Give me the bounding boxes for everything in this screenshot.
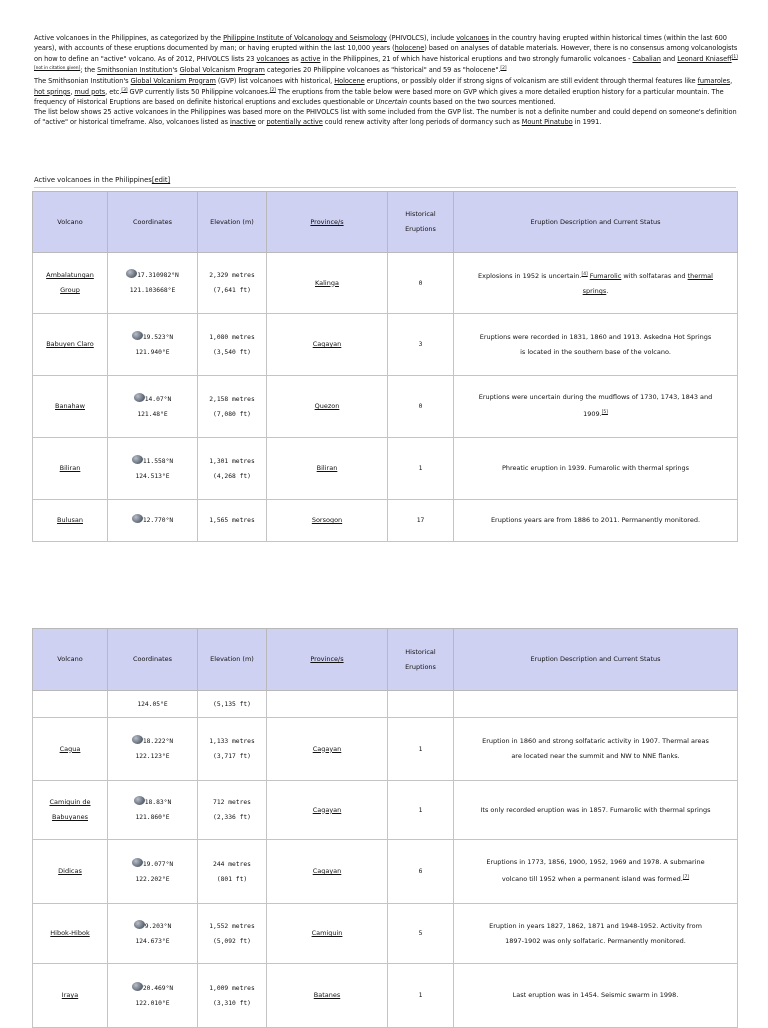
- globe-icon[interactable]: [132, 331, 143, 340]
- globe-icon[interactable]: [132, 982, 143, 991]
- text-run: ,: [730, 76, 733, 85]
- latitude: 9.203°N: [144, 922, 172, 930]
- header-historical-eruptions[interactable]: [388, 629, 454, 691]
- table-row: [33, 904, 738, 964]
- cell-province: [267, 904, 388, 964]
- header-historical-line2: Eruptions: [405, 662, 436, 671]
- text-link[interactable]: Holocene: [334, 76, 365, 85]
- cell-volcano: [33, 500, 108, 542]
- latitude: 18.83°N: [144, 799, 172, 806]
- edit-link[interactable]: [edit]: [151, 176, 171, 184]
- cell-elevation: [198, 500, 267, 542]
- cell-province: [267, 840, 388, 904]
- text-link[interactable]: hot springs: [34, 88, 71, 97]
- cell-coordinates: [108, 438, 198, 500]
- eruption-count: 0: [418, 279, 423, 287]
- cell-volcano: [33, 781, 108, 840]
- text-run: Eruption in 1860 and strong solfataric activity in 1907. Thermal areas: [482, 737, 709, 745]
- italic-text: Uncertain: [375, 98, 408, 107]
- cell-coordinates: [108, 314, 198, 376]
- text-run: .: [606, 287, 609, 296]
- longitude: 124.05°E: [137, 700, 168, 708]
- text-link[interactable]: potentially active: [266, 118, 323, 127]
- volcano-link[interactable]: Babuyanes: [51, 813, 89, 821]
- cell-elevation: [198, 904, 267, 964]
- text-link[interactable]: fumaroles: [697, 76, 731, 85]
- text-run: could renew activity after long periods of dormancy such as: [322, 118, 522, 127]
- text-run: 1909.: [583, 410, 602, 419]
- cell-coordinates: [108, 376, 198, 438]
- table-row: [33, 253, 738, 314]
- cell-coordinates: [108, 840, 198, 904]
- latitude: 19.523°N: [142, 333, 174, 341]
- text-run: Explosions in 1952 is uncertain.: [478, 272, 582, 281]
- header-description[interactable]: Eruption Description and Current Status: [454, 192, 738, 253]
- eruption-count: 3: [418, 341, 423, 348]
- citation-ref[interactable]: [2]: [500, 66, 507, 72]
- text-link[interactable]: inactive: [230, 118, 256, 127]
- cell-historical-eruptions: [388, 691, 454, 718]
- citation-ref[interactable]: [2]: [269, 87, 276, 93]
- volcano-link[interactable]: Iraya: [61, 991, 79, 999]
- cell-description: [454, 781, 738, 840]
- text-run: in the Philippines, 21 of which have historical eruptions and two strongly fumarolic volcanoes -: [320, 55, 633, 64]
- cell-historical-eruptions: [388, 438, 454, 500]
- cell-province: [267, 314, 388, 376]
- longitude: 122.010°E: [135, 999, 170, 1007]
- cell-description: [454, 438, 738, 500]
- header-coordinates[interactable]: Coordinates: [108, 629, 198, 691]
- cell-elevation: [198, 964, 267, 1028]
- eruption-count: 6: [418, 868, 423, 875]
- cell-volcano: [33, 691, 108, 718]
- header-province-link[interactable]: Province/s: [310, 217, 344, 226]
- text-link[interactable]: Fumarolic: [589, 272, 622, 281]
- header-description[interactable]: Eruption Description and Current Status: [454, 629, 738, 691]
- text-run: is located in the southern base of the volcano.: [520, 347, 671, 356]
- longitude: 121.860°E: [135, 814, 170, 821]
- section-title: Active volcanoes in the Philippines: [34, 176, 152, 184]
- section-heading: [34, 176, 736, 188]
- text-link[interactable]: Smithsonian Institution: [97, 66, 173, 75]
- cell-province: [267, 781, 388, 840]
- cell-description: [454, 718, 738, 781]
- header-historical-eruptions[interactable]: [388, 192, 454, 253]
- text-run: The eruptions from the table below were based more on GVP which gives a more detailed eruption history for a particular mountain. The frequency of Historical Eruptions are based on definite historical eruptions and excludes questionable or: [34, 88, 724, 107]
- eruption-count: 1: [418, 745, 423, 753]
- header-historical-line2: Eruptions: [405, 225, 436, 233]
- text-run: in 1991.: [572, 118, 602, 127]
- text-run: counts based on the two sources mentioned.: [407, 98, 556, 107]
- cell-description: [454, 691, 738, 718]
- cell-province: [267, 964, 388, 1028]
- elevation-feet: (5,092 ft): [213, 937, 251, 945]
- intro-paragraph-2: [34, 76, 738, 107]
- elevation-metres: 1,565 metres: [209, 517, 255, 524]
- citation-ref[interactable]: [4]: [581, 271, 588, 277]
- elevation-feet: (5,135 ft): [213, 700, 251, 708]
- text-run: 1897-1902 was only solfataric. Permanently monitored.: [505, 936, 686, 945]
- elevation-feet: (3,540 ft): [213, 348, 251, 356]
- header-province-link[interactable]: Province/s: [310, 655, 344, 663]
- text-run: eruptions, or possibly older if strong signs of volcanism are still evident through thermal features like: [364, 76, 698, 85]
- elevation-feet: (7,641 ft): [213, 287, 251, 294]
- table-row: [33, 500, 738, 542]
- globe-icon[interactable]: [132, 735, 143, 744]
- volcano-link[interactable]: Bulusan: [57, 516, 83, 524]
- text-run: Eruptions were uncertain during the mudflows of 1730, 1743, 1843 and: [478, 393, 713, 402]
- cell-province: [267, 691, 388, 718]
- province-link[interactable]: Sorsogon: [311, 516, 343, 524]
- globe-icon[interactable]: [134, 796, 145, 805]
- cell-historical-eruptions: [388, 500, 454, 542]
- cell-volcano: [33, 376, 108, 438]
- cell-historical-eruptions: [388, 781, 454, 840]
- elevation-feet: (4,268 ft): [213, 472, 251, 480]
- longitude: 124.673°E: [135, 937, 170, 945]
- volcano-table-1: [32, 191, 738, 542]
- cell-historical-eruptions: [388, 376, 454, 438]
- province-link[interactable]: Camiguin: [311, 929, 343, 937]
- elevation-metres: 1,133 metres: [209, 738, 255, 745]
- elevation-metres: 1,080 metres: [209, 333, 255, 341]
- globe-icon[interactable]: [134, 920, 145, 929]
- cell-description: [454, 500, 738, 542]
- header-province[interactable]: [267, 192, 388, 253]
- cell-description: [454, 840, 738, 904]
- text-run: categories 20 Philippine volcanoes as "historical" and 59 as "holocene".: [264, 66, 501, 75]
- text-link[interactable]: Philippine Institute of Volcanology and Seismology: [223, 34, 387, 42]
- citation-ref[interactable]: [5]: [601, 410, 608, 416]
- cell-elevation: [198, 253, 267, 314]
- cell-elevation: [198, 781, 267, 840]
- longitude: 124.513°E: [135, 472, 170, 480]
- citation-ref[interactable]: [3]: [121, 87, 128, 93]
- cell-volcano: [33, 718, 108, 781]
- latitude: 17.310982°N: [137, 272, 179, 279]
- intro-paragraph-1: [34, 33, 738, 76]
- elevation-metres: 1,552 metres: [209, 922, 255, 930]
- text-run: The list below shows 25 active volcanoes in the Philippines was based more on the PHIVOLCS list with some included from the GVP list. The number is not a definite number and could depend on someone's definition of "active" or historical timeframe. Also, volcanoes listed as: [34, 108, 737, 127]
- volcano-link[interactable]: Didicas: [58, 867, 82, 875]
- cell-elevation: [198, 840, 267, 904]
- text-run: ) based on analyses of datable materials. However, there is no consensus among volcanologists on how to define an "active" volcano. As of 2012, PHIVOLCS lists 23: [34, 44, 738, 64]
- cell-elevation: [198, 438, 267, 500]
- cell-province: [267, 500, 388, 542]
- citation-ref[interactable]: [7]: [682, 875, 690, 881]
- cell-volcano: [33, 253, 108, 314]
- longitude: 121.103668°E: [129, 287, 176, 294]
- text-link[interactable]: Mount Pinatubo: [521, 118, 573, 127]
- cell-historical-eruptions: [388, 964, 454, 1028]
- cell-description: [454, 964, 738, 1028]
- header-elevation[interactable]: Elevation (m): [198, 629, 267, 691]
- cell-description: [454, 376, 738, 438]
- globe-icon[interactable]: [132, 514, 143, 523]
- longitude: 122.202°E: [135, 875, 170, 883]
- table-row: [33, 438, 738, 500]
- cell-historical-eruptions: [388, 904, 454, 964]
- eruption-count: 5: [418, 930, 423, 937]
- cell-province: [267, 438, 388, 500]
- text-link[interactable]: mud pots: [74, 88, 106, 97]
- text-link[interactable]: volcanoes: [456, 34, 489, 42]
- header-province[interactable]: [267, 629, 388, 691]
- volcano-table-2: [32, 628, 738, 1028]
- eruption-count: 17: [416, 517, 425, 524]
- province-link[interactable]: Cagayan: [312, 867, 342, 875]
- cell-volcano: [33, 438, 108, 500]
- text-run: The Smithsonian Institution's: [34, 76, 131, 85]
- globe-icon[interactable]: [132, 858, 143, 867]
- text-link[interactable]: thermal: [687, 272, 713, 281]
- header-historical-line1: Historical: [405, 647, 436, 656]
- elevation-feet: (801 ft): [216, 875, 248, 883]
- text-run: Active volcanoes in the Philippines, as categorized by the: [34, 34, 224, 42]
- text-run: volcano till 1952 when a permanent island was formed.: [501, 875, 683, 884]
- text-run: GVP currently lists 50 Philippine volcanoes.: [127, 88, 270, 97]
- header-coordinates[interactable]: Coordinates: [108, 192, 198, 253]
- elevation-metres: 244 metres: [213, 860, 251, 868]
- cell-elevation: [198, 376, 267, 438]
- latitude: 19.077°N: [142, 860, 174, 868]
- text-link[interactable]: Cabalian: [632, 55, 661, 64]
- volcano-link[interactable]: Group: [60, 286, 80, 294]
- text-run: ; the: [80, 66, 98, 75]
- globe-icon[interactable]: [126, 269, 137, 278]
- cell-historical-eruptions: [388, 314, 454, 376]
- text-link[interactable]: springs: [582, 287, 607, 296]
- cell-elevation: [198, 314, 267, 376]
- elevation-feet: (3,717 ft): [213, 753, 251, 760]
- header-volcano[interactable]: Volcano: [33, 192, 108, 253]
- text-run: and: [660, 55, 678, 64]
- text-link[interactable]: volcanoes: [256, 55, 290, 64]
- longitude: 122.123°E: [135, 753, 170, 760]
- cell-description: [454, 314, 738, 376]
- eruption-count: 1: [418, 806, 423, 814]
- text-run: , etc.: [105, 88, 122, 97]
- text-link[interactable]: Leonard Kniaseff: [677, 55, 732, 64]
- header-elevation[interactable]: Elevation (m): [198, 192, 267, 253]
- province-link[interactable]: Batanes: [313, 991, 341, 999]
- table-row: [33, 964, 738, 1028]
- text-run: Phreatic eruption in 1939. Fumarolic with thermal springs: [501, 464, 690, 472]
- cell-coordinates: [108, 781, 198, 840]
- table-row: [33, 376, 738, 438]
- header-row: [33, 192, 738, 253]
- latitude: 11.558°N: [142, 457, 174, 465]
- cell-coordinates: [108, 964, 198, 1028]
- cell-volcano: [33, 964, 108, 1028]
- text-run: Its only recorded eruption was in 1857. Fumarolic with thermal springs: [480, 805, 711, 814]
- volcano-link[interactable]: Babuyen Claro: [46, 340, 94, 348]
- province-link[interactable]: Cagayan: [312, 340, 342, 348]
- text-link[interactable]: active: [300, 55, 321, 64]
- cell-historical-eruptions: [388, 718, 454, 781]
- elevation-feet: (7,080 ft): [213, 410, 251, 418]
- elevation-metres: 1,301 metres: [209, 457, 255, 465]
- text-link[interactable]: holocene: [394, 44, 425, 53]
- cell-volcano: [33, 314, 108, 376]
- cell-coordinates: [108, 718, 198, 781]
- cell-volcano: [33, 840, 108, 904]
- elevation-metres: 712 metres: [213, 799, 251, 806]
- province-link[interactable]: Kalinga: [315, 278, 339, 287]
- latitude: 14.07°N: [144, 395, 172, 403]
- eruption-count: 1: [418, 992, 423, 999]
- longitude: 121.48°E: [137, 410, 168, 418]
- volcano-link[interactable]: Hibok-Hibok: [50, 929, 90, 937]
- text-link[interactable]: Global Volcanism Program: [130, 76, 216, 85]
- cell-historical-eruptions: [388, 253, 454, 314]
- text-run: with solfataras and: [621, 272, 688, 281]
- cell-province: [267, 376, 388, 438]
- table-row: [33, 718, 738, 781]
- province-link[interactable]: Quezon: [314, 402, 340, 410]
- cell-province: [267, 718, 388, 781]
- text-run: Eruption in years 1827, 1862, 1871 and 1948-1952. Activity from: [489, 921, 702, 930]
- volcano-link[interactable]: Biliran: [59, 464, 81, 472]
- elevation-metres: 1,009 metres: [209, 984, 255, 992]
- intro-paragraph-3: [34, 107, 738, 127]
- text-run: (GVP) list volcanoes with historical,: [215, 76, 335, 85]
- volcano-link[interactable]: Camiguin de: [49, 798, 91, 806]
- eruption-count: 0: [418, 403, 423, 410]
- text-run: ,: [70, 88, 75, 97]
- elevation-metres: 2,158 metres: [209, 395, 255, 403]
- cell-historical-eruptions: [388, 840, 454, 904]
- table-row: [33, 691, 738, 718]
- table-row: [33, 314, 738, 376]
- table-row: [33, 840, 738, 904]
- cell-coordinates: [108, 253, 198, 314]
- text-run: are located near the summit and NW to NNE flanks.: [511, 752, 680, 760]
- cell-elevation: [198, 691, 267, 718]
- volcano-link[interactable]: Cagua: [59, 744, 81, 753]
- longitude: 121.940°E: [135, 348, 170, 356]
- elevation-metres: 2,329 metres: [209, 272, 255, 279]
- cell-province: [267, 253, 388, 314]
- cell-coordinates: [108, 904, 198, 964]
- latitude: 12.770°N: [142, 517, 174, 524]
- cell-description: [454, 253, 738, 314]
- text-run: Eruptions were recorded in 1831, 1860 and 1913. Askedna Hot Springs: [479, 332, 712, 341]
- intro-text: [34, 33, 738, 127]
- text-run: 's: [172, 66, 180, 75]
- elevation-feet: (3,310 ft): [213, 999, 251, 1007]
- eruption-count: 1: [418, 465, 423, 472]
- volcano-link[interactable]: Banahaw: [55, 402, 85, 410]
- province-link[interactable]: Biliran: [316, 464, 338, 472]
- globe-icon[interactable]: [134, 393, 145, 402]
- cell-description: [454, 904, 738, 964]
- text-run: or: [255, 118, 267, 127]
- citation-ref[interactable]: [1][not in citation given]: [34, 55, 738, 72]
- cell-coordinates: [108, 500, 198, 542]
- cell-coordinates: [108, 691, 198, 718]
- globe-icon[interactable]: [132, 455, 143, 464]
- text-link[interactable]: Global Volcanism Program: [179, 66, 265, 75]
- cell-elevation: [198, 718, 267, 781]
- cell-volcano: [33, 904, 108, 964]
- province-link[interactable]: Cagayan: [312, 744, 342, 753]
- table-row: [33, 781, 738, 840]
- text-run: (PHIVOLCS), include: [386, 34, 457, 42]
- text-run: as: [289, 55, 301, 64]
- text-run: in the country having erupted within historical times (within the last 600 years), with accounts of these eruptions documented by man; or having erupted within the last 10,000 years (: [34, 34, 727, 53]
- header-historical-line1: Historical: [405, 210, 436, 218]
- latitude: 18.222°N: [142, 738, 174, 745]
- latitude: 20.469°N: [142, 984, 174, 992]
- text-run: Eruptions in 1773, 1856, 1900, 1952, 1969 and 1978. A submarine: [486, 858, 705, 867]
- text-run: Eruptions years are from 1886 to 2011. Permanently monitored.: [490, 516, 701, 524]
- header-volcano[interactable]: Volcano: [33, 629, 108, 691]
- province-link[interactable]: Cagayan: [312, 805, 342, 814]
- volcano-link[interactable]: Ambalatungan: [46, 271, 94, 279]
- elevation-feet: (2,336 ft): [213, 814, 251, 821]
- header-row: [33, 629, 738, 691]
- text-run: Last eruption was in 1454. Seismic swarm in 1998.: [512, 991, 679, 999]
